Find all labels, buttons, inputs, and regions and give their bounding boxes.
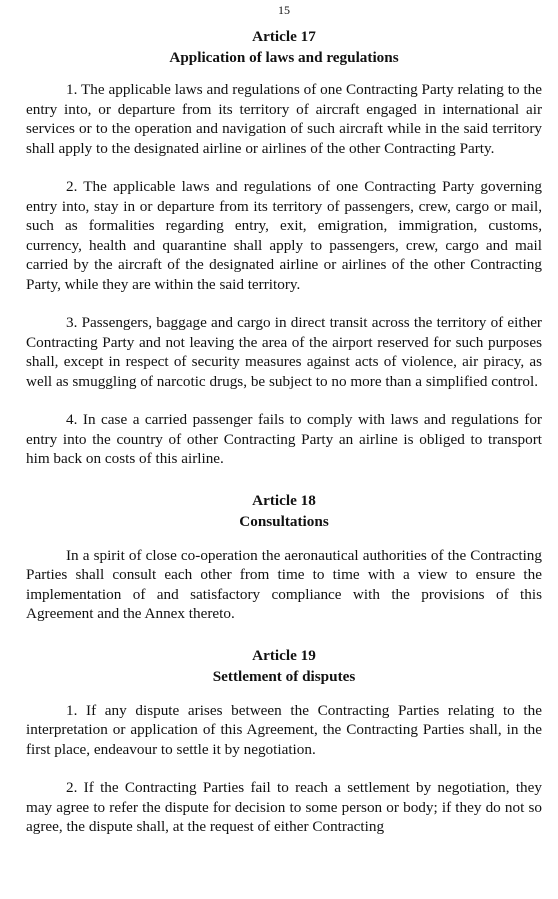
article-17-number: Article 17	[252, 28, 316, 45]
article-18-title: Consultations	[239, 512, 329, 530]
article-19-number: Article 19	[252, 646, 316, 664]
document-page	[26, 0, 542, 899]
article-18-heading	[26, 490, 542, 532]
article-18-number: Article 18	[252, 491, 316, 509]
article-19-heading	[26, 645, 542, 687]
article-17-heading	[26, 26, 542, 68]
article-19-title: Settlement of disputes	[212, 667, 356, 685]
article-18-paragraph-1: In a spirit of close co-operation the aeronautical authorities of the Contracting Parties shall consult each other from time to time with a view to ensure the implementation of and satisfactory compliance with the provisions of this Agreement and the Annex thereto.	[26, 546, 542, 622]
article-17-title: Application of laws and regulations	[169, 49, 399, 66]
article-17-paragraph-1: 1. The applicable laws and regulations of one Contracting Party relating to the entry into, or departure from its territory of aircraft engaged in international air services or to the operation and navigation of such aircraft while in the said territory shall apply to the designated airline or airlines of the other Contracting Party.	[26, 81, 542, 157]
article-17-paragraph-2: 2. The applicable laws and regulations of one Contracting Party governing entry into, stay in or departure from its territory of passengers, crew, cargo or mail, such as formalities regarding entry, exit, emigration, immigration, customs, currency, health and quarantine shall apply to passengers, crew, cargo and mail carried by the aircraft of the designated airline or airlines of the other Contracting Party, while they are within the said territory.	[26, 178, 542, 293]
article-17-paragraph-3: 3. Passengers, baggage and cargo in direct transit across the territory of either Contracting Party and not leaving the area of the airport reserved for such purposes shall, except in respect of security measures against acts of violence, air piracy, as well as smuggling of narcotic drugs, be subject to no more than a simplified control.	[26, 314, 542, 390]
article-19-paragraph-2: 2. If the Contracting Parties fail to reach a settlement by negotiation, they may agree to refer the dispute for decision to some person or body; if they do not so agree, the dispute shall, at the request of either Contracting	[26, 779, 542, 835]
article-17-paragraph-4: 4. In case a carried passenger fails to comply with laws and regulations for entry into the country of other Contracting Party an airline is obliged to transport him back on costs of this airline.	[26, 411, 542, 467]
article-19-paragraph-1: 1. If any dispute arises between the Contracting Parties relating to the interpretation or application of this Agreement, the Contracting Parties shall, in the first place, endeavour to settle it by negotiation.	[26, 701, 542, 758]
page-number: 15	[278, 3, 290, 17]
